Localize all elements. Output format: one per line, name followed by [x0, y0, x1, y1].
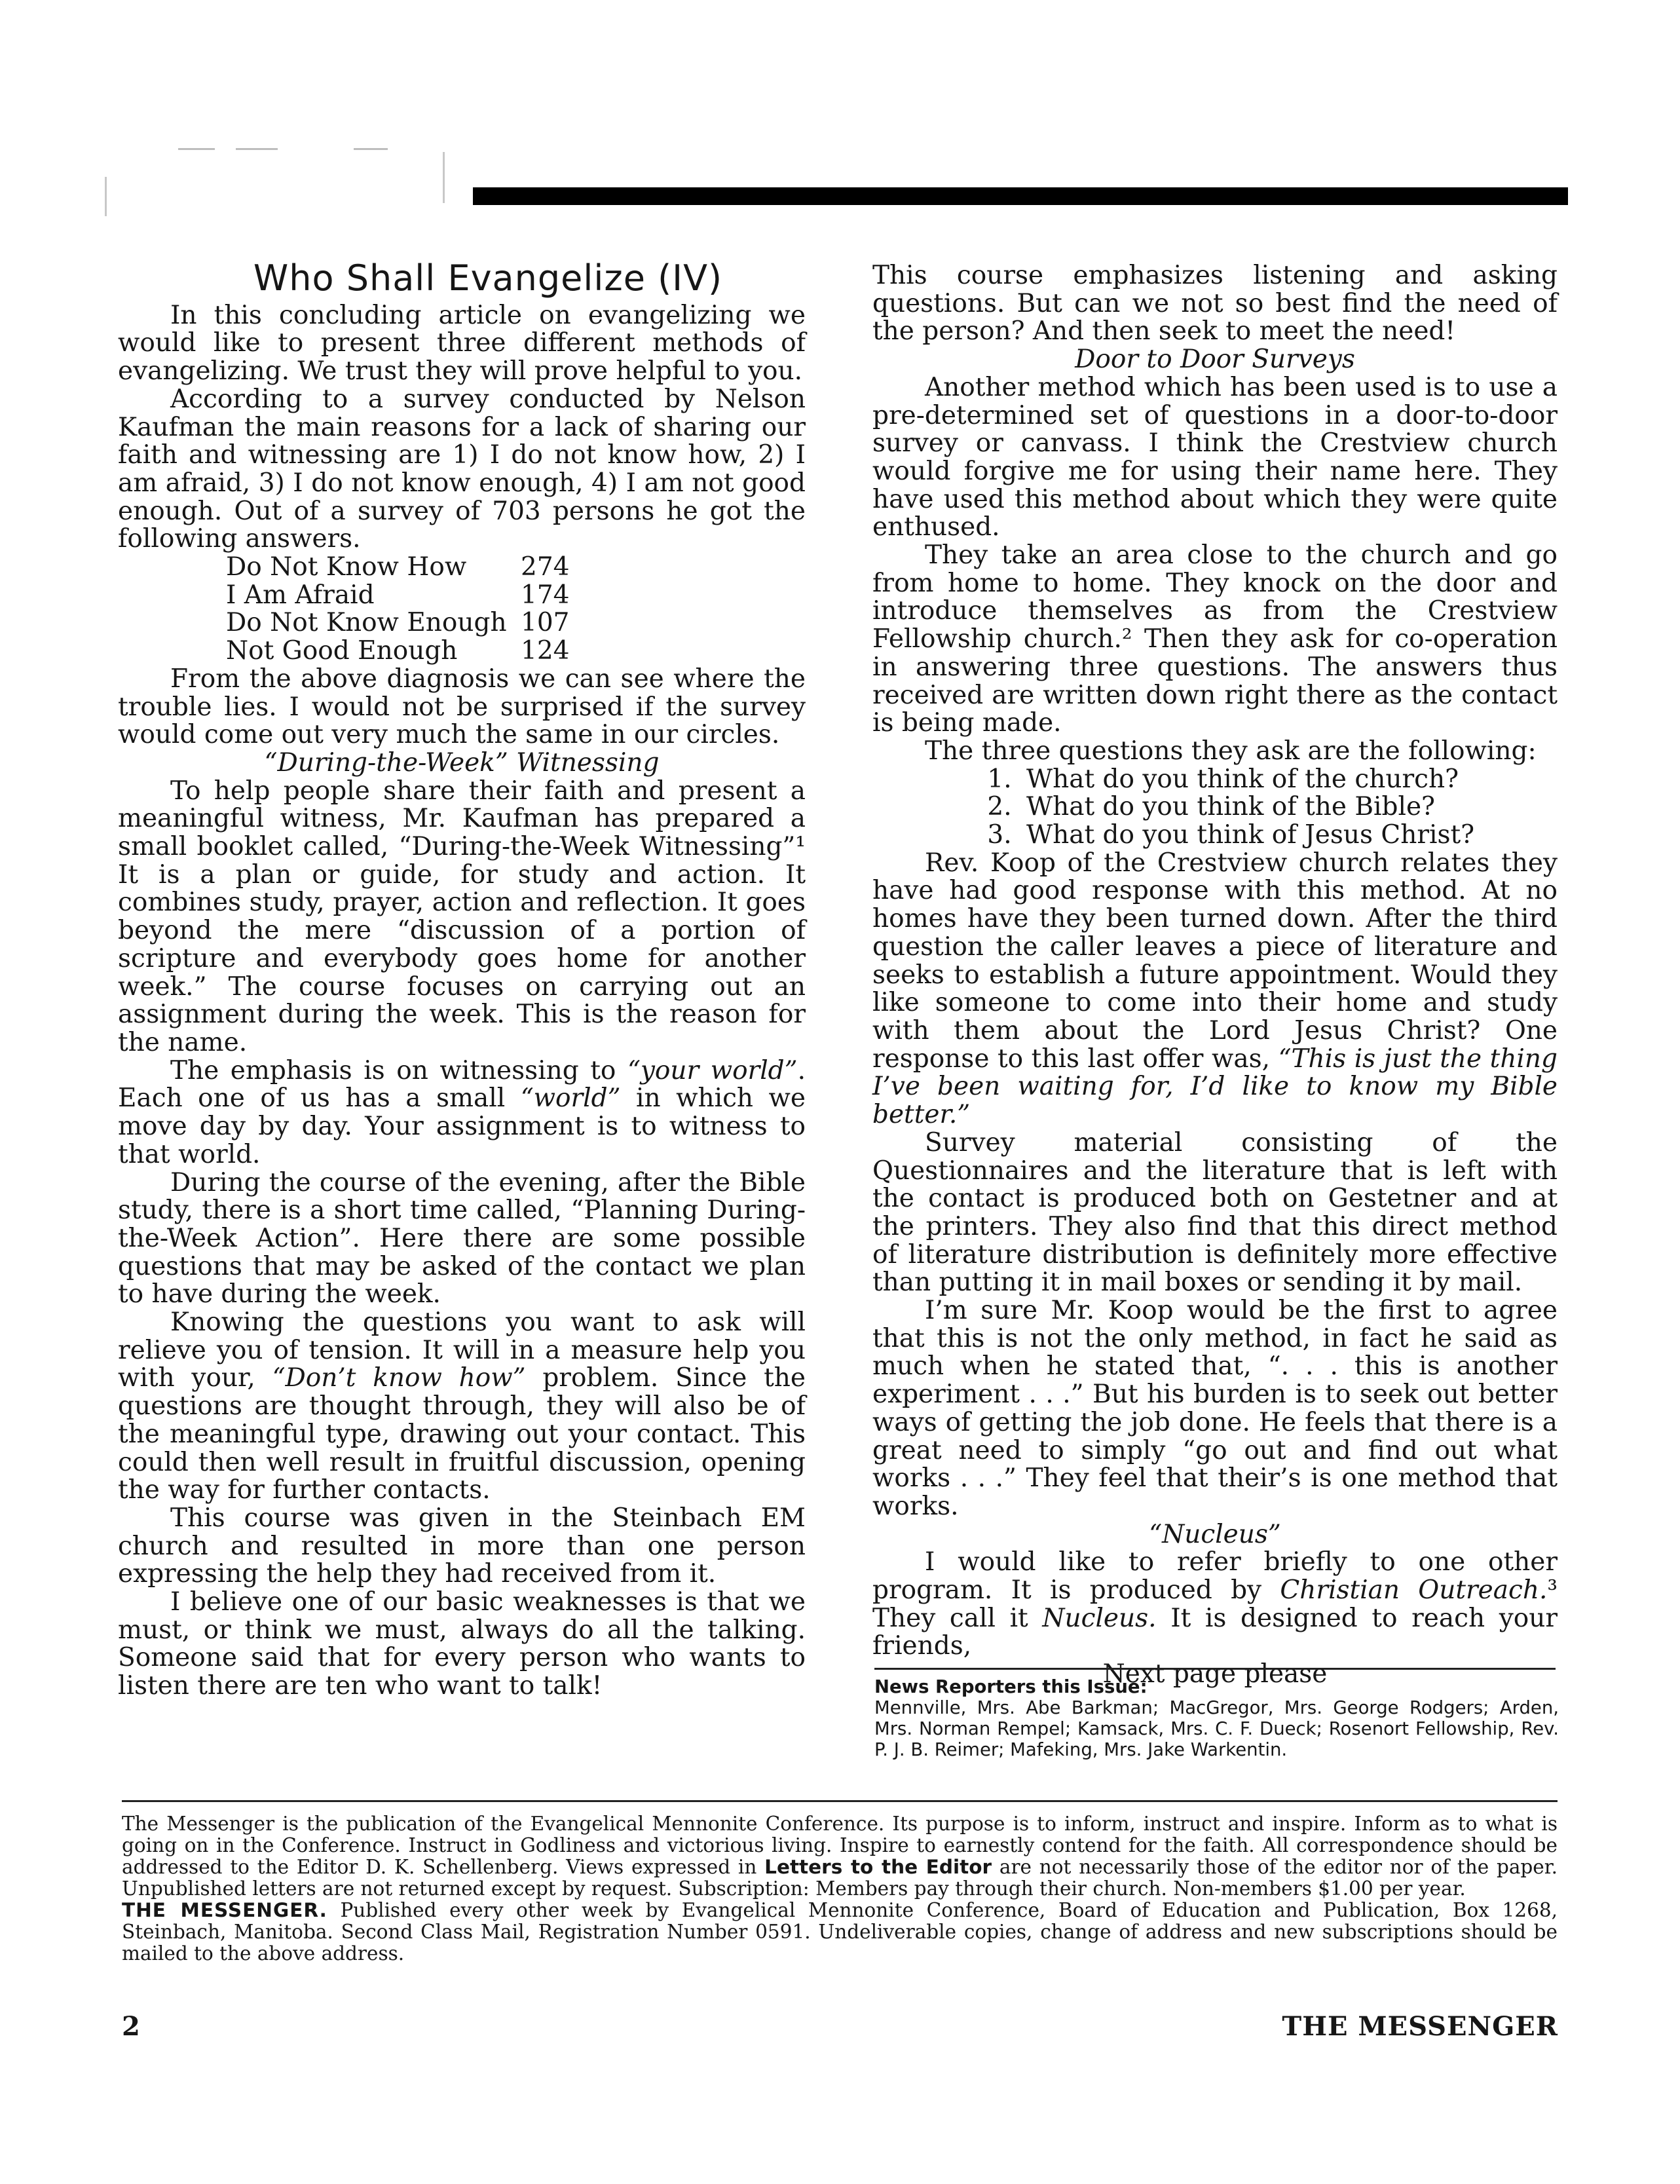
paragraph-nucleus [872, 1549, 1558, 1661]
masthead-about [122, 1813, 1558, 1900]
header-faint-line-right [443, 152, 445, 203]
paragraph-weakness: I believe one of our basic weaknesses is that we must, or think we must, always do all the talking. Someone said that for every person who wants to listen there are ten who want to talk! [118, 1587, 806, 1701]
text-run: problem. Since the questions are thought through, they will also be of the meaningful type, drawing out your contact. This could then well result in fruitful discussion, opening the way for further contacts. [118, 1363, 806, 1505]
paragraph-intro: In this concluding article on evangelizing we would like to present three different methods of evangelizing. We trust they will prove helpful to you. [118, 300, 806, 386]
list-item: 3. What do you think of Jesus Christ? [1020, 821, 1558, 850]
header-faint-mark-3 [354, 148, 388, 150]
survey-label: Not Good Enough [226, 636, 458, 666]
article-right-column [872, 262, 1558, 1689]
question-list [872, 766, 1558, 850]
text-run: The emphasis is on witnessing to [170, 1055, 627, 1085]
letters-to-editor: Letters to the Editor [764, 1856, 992, 1878]
masthead-brand: THE MESSENGER. [122, 1899, 327, 1921]
paragraph-tension [118, 1309, 806, 1505]
text-run: The Messenger is the publication of the Evangelical Mennonite Conference. Its purpose is to inform, instruct and inspire. Inform as to what is going on in the Conference. Instruct in Godliness and victorious living. Inspire to earnestly contend for the faith. All correspondence should be addressed to the Editor D. K. Schellenberg. Views expressed in [122, 1813, 1558, 1878]
header-faint-line-left [105, 177, 107, 216]
italic-run: “world” [520, 1083, 621, 1114]
paragraph-koop-response [872, 850, 1558, 1129]
news-reporters-box [874, 1668, 1559, 1760]
masthead-publication [122, 1900, 1558, 1965]
paragraph-diagnosis: From the above diagnosis we can see where the trouble lies. I would not be surprised if the survey would come out very much the same in our circles. [118, 664, 806, 750]
text-run: Knowing the questions you want to ask will relieve you of tension. It will in a measure help you with your, [118, 1308, 806, 1393]
table-row [226, 609, 569, 637]
list-item: 2. What do you think of the Bible? [1020, 793, 1558, 821]
table-row [226, 582, 569, 610]
table-row [226, 554, 569, 582]
survey-results-table [226, 554, 569, 666]
paragraph-booklet: To help people share their faith and present a meaningful witness, Mr. Kaufman has prepared a small booklet called, “During-the-Week Witnessing”¹ It is a plan or guide, for study and action. It combines study, prayer, action and reflection. It goes beyond the mere “discussion of a portion of scripture and everybody goes home for another week.” The course focuses on carrying out an assignment during the week. This is the reason for the name. [118, 776, 806, 1057]
survey-count: 124 [521, 636, 570, 666]
publication-name: THE MESSENGER [1282, 2011, 1558, 2042]
header-faint-mark-1 [178, 148, 215, 150]
article-title: Who Shall Evangelize (IV) [253, 257, 723, 299]
survey-label: Do Not Know How [226, 552, 467, 582]
subheading-door-to-door: Door to Door Surveys [1075, 345, 1355, 375]
header-black-rule [473, 187, 1568, 205]
footer-divider [122, 1800, 1558, 1802]
paragraph-survey-material: Survey material consisting of the Questionnaires and the literature that is left with the contact is produced both on Gestetner and at the printers. They also find that this direct method of literature distribution is definitely more effective than putting it in mail boxes or sending it by mail. [872, 1127, 1558, 1298]
subheading-nucleus: “Nucleus” [1149, 1519, 1281, 1549]
text-run: I would like to refer briefly to one other program. It is produced by [872, 1547, 1558, 1606]
table-row [226, 637, 569, 666]
reporters-heading: News Reporters this Issue: [874, 1676, 1148, 1697]
text-run: in which we move day by day. Your assignment is to witness to that world. [118, 1083, 806, 1169]
survey-count: 274 [521, 552, 570, 582]
paragraph-emphasis [118, 1057, 806, 1169]
reporters-divider [874, 1668, 1556, 1670]
paragraph-three-questions: The three questions they ask are the following: [925, 736, 1537, 766]
paragraph-survey-intro: According to a survey conducted by Nelson Kaufman the main reasons for a lack of sharing our faith and witnessing are 1) I do not know how, 2) I am afraid, 3) I do not know enough, 4) I am not good enough. Out of a survey of 703 persons he got the following answers. [118, 384, 806, 554]
reporters-list: Mennville, Mrs. Abe Barkman; MacGregor, Mrs. George Rodgers; Arden, Mrs. Norman Rempel; Kamsack, Mrs. C. F. Dueck; Rosenort Fellowship, Rev. P. J. B. Reimer; Mafeking, Mrs. Jake Warkentin. [874, 1697, 1559, 1760]
paragraph-door-method: Another method which has been used is to use a pre-determined set of questions in a door-to-door survey or canvass. I think the Crestview church would forgive me for using their name here. They have used this method about which they were quite enthused. [872, 372, 1558, 542]
survey-label: I Am Afraid [226, 580, 375, 610]
italic-run: “Don’t know how” [272, 1363, 526, 1393]
text-run: . Each one of us has a small [118, 1055, 806, 1114]
masthead-footer [122, 1813, 1558, 1965]
list-item: 1. What do you think of the church? [1020, 766, 1558, 794]
text-run: are not necessarily those of the editor nor of the paper. Unpublished letters are not returned except by request. Subscription: Members pay through their church. Non-members $1.00 per year. [122, 1856, 1558, 1900]
paragraph-home-to-home: They take an area close to the church and go from home to home. They knock on the door and introduce themselves as from the Crestview Fellowship church.² Then they ask for co-operation in answering three questions. The answers thus received are written down right there as the contact is being made. [872, 540, 1558, 738]
italic-run: Nucleus. [1042, 1603, 1157, 1633]
subheading-during-the-week: “During-the-Week” Witnessing [264, 747, 660, 778]
italic-run: “This is just the thing I’ve been waiting for, I’d like to know my Bible better.” [872, 1044, 1558, 1130]
paragraph-experiment: I’m sure Mr. Koop would be the first to agree that this is not the only method, in fact he said as much when he stated that, “. . . this is another experiment . . .” But his burden is to seek out better ways of getting the job done. He feels that there is a great need to simply “go out and find out what works . . .” They feel that their’s is one method that works. [872, 1296, 1558, 1521]
text-run: ³ They call it [872, 1575, 1558, 1633]
survey-label: Do Not Know Enough [226, 608, 507, 638]
italic-run: Christian Outreach. [1280, 1575, 1548, 1606]
paragraph-listening: This course emphasizes listening and asking questions. But can we not so best find the need of the person? And then seek to meet the need! [872, 261, 1558, 347]
text-run: It is designed to reach your friends, [872, 1603, 1558, 1661]
next-page-note: Next page please [1102, 1659, 1328, 1689]
header-faint-mark-2 [236, 148, 278, 150]
survey-count: 107 [521, 608, 570, 638]
text-run: Published every other week by Evangelical Mennonite Conference, Board of Education and Publication, Box 1268, Steinbach, Manitoba. Second Class Mail, Registration Number 0591. Undeliverable copies, change of address and new subscriptions should be mailed to the above address. [122, 1899, 1558, 1965]
paragraph-steinbach: This course was given in the Steinbach EM church and resulted in more than one person expressing the help they had received from it. [118, 1503, 806, 1589]
article-left-column [118, 257, 806, 1701]
text-run: Rev. Koop of the Crestview church relates they have had good response with this method. At no homes have they been turned down. After the third question the caller leaves a piece of literature and seeks to establish a future appointment. Would they like someone to come into their home and study with them about the Lord Jesus Christ? One response to this last offer was, [872, 848, 1558, 1074]
paragraph-planning: During the course of the evening, after the Bible study, there is a short time called, “Planning During-the-Week Action”. Here there are some possible questions that may be asked of the contact we plan to have during the week. [118, 1167, 806, 1309]
italic-run: “your world” [627, 1055, 798, 1085]
page-number: 2 [122, 2011, 140, 2042]
survey-count: 174 [521, 580, 570, 610]
